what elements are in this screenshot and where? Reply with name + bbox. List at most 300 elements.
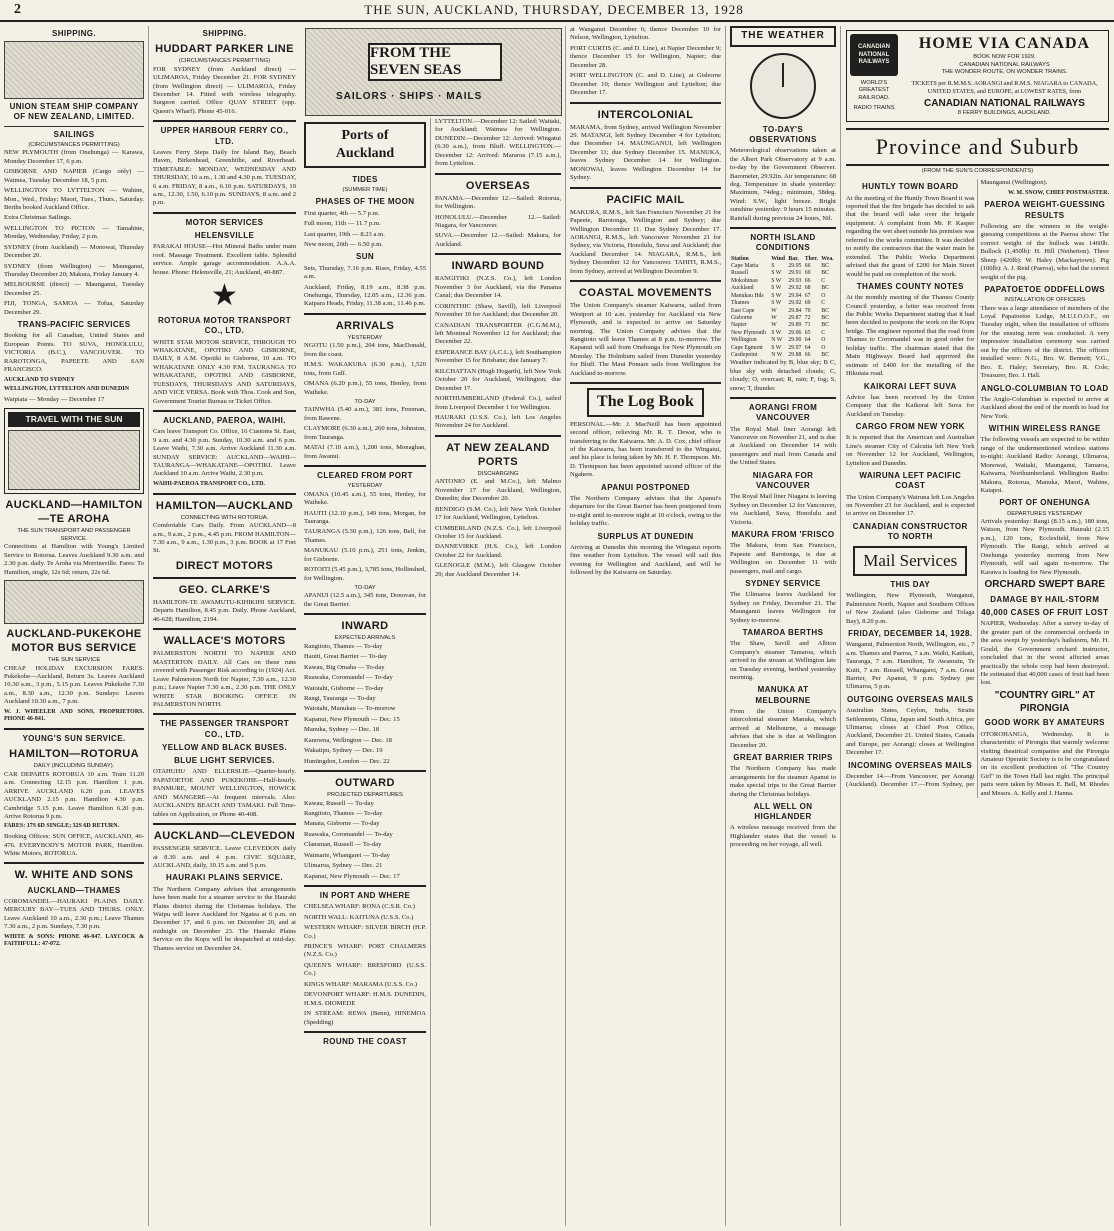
table-row xyxy=(730,322,836,329)
table-cell: 29.90 xyxy=(788,337,802,344)
inward-row: Kapanui, New Plymouth — Dec. 15 xyxy=(304,715,400,723)
banner-tagline: SAILORS · SHIPS · MAILS xyxy=(336,91,483,102)
moon-row: Full moon, 11th — 11.7 p.m. xyxy=(304,220,381,228)
hamilton-auckland-sub: CONNECTING WITH ROTORUA. xyxy=(180,514,269,521)
table-row xyxy=(730,263,836,270)
yellow-black-buses: YELLOW AND BLACK BUSES. xyxy=(162,742,287,752)
inward-row: Manuka, Sydney — Dec. 18 xyxy=(304,726,380,734)
sydney-service-head: SYDNEY SERVICE xyxy=(745,578,821,588)
table-cell: 69 xyxy=(804,270,811,277)
table-cell: S W xyxy=(771,277,782,284)
masthead xyxy=(0,0,1114,22)
outward-row: Manaia, Gisborne — To-day xyxy=(304,820,380,828)
pukekohe-sub: THE SUN SERVICE xyxy=(47,657,101,664)
anglo-head: ANGLO-COLUMBIAN TO LOAD xyxy=(980,383,1109,393)
canada-ad xyxy=(846,30,1109,122)
inward-bound-entry: NORTHUMBERLAND (Federal Co.), sailed from Liverpool December 1 for Wellington. xyxy=(435,395,561,411)
constructor-head: CANADIAN CONSTRUCTOR TO NORTH xyxy=(852,521,968,542)
cnr-logo: CANADIAN NATIONAL RAILWAYS xyxy=(850,34,898,76)
banner-title: FROM THE SEVEN SEAS xyxy=(368,43,502,81)
sailings-sub: (CIRCUMSTANCES PERMITTING) xyxy=(28,141,120,148)
outward-row: Ruawaka, Coromandel — To-day xyxy=(304,830,393,838)
table-cell: Napier xyxy=(731,322,747,329)
table-header: Wea. xyxy=(821,255,834,262)
chief-postmaster: W. M. SNOW, CHIEF POSTMASTER. xyxy=(1007,189,1109,196)
table-cell: 29.93 xyxy=(788,277,802,284)
table-row xyxy=(730,337,836,344)
inward-bound-entry: ESPERANCE BAY (A.C.L.), left Southampton November 15 for Brisbane; due January 7. xyxy=(435,348,561,365)
mail-text: Wellington, New Plymouth, Wanganui, Palmerston North, Napier and Southern Offices of New Zealand (also Gisborne and Tolaga Bay), 8.20 p.m. xyxy=(846,592,975,625)
table-cell: O xyxy=(821,344,826,351)
surplus-head: SURPLUS AT DUNEDIN xyxy=(597,531,694,541)
sailings-list xyxy=(4,149,144,317)
papatoetoe-text: There was a large attendance of members of the Loyal Papatoetoe Lodge, M.U.I.O.O.F., on Tuesday night, when the installation of officers for the ensuing term was conducted. A very impressive installation ceremony was carried out by the officers of the district. The officers installed were: N.G., Bro. W. Bennett; V.G., Bro. E. Haley; Secretary, Bro. R. Cole; Treasurer, Bro. J. Hall. xyxy=(980,304,1109,380)
table-cell: S xyxy=(771,263,775,270)
wairuna-head: WAIRUNA LEFT PACIFIC COAST xyxy=(859,471,962,491)
table-cell: BC xyxy=(821,314,829,321)
wairuna-text: The Union Company's Wairuna left Los Angeles on November 23 for Auckland, and is expected to arrive on December 17. xyxy=(846,493,975,518)
table-header: Ther. xyxy=(804,255,818,262)
table-row xyxy=(730,293,836,300)
union-company-head: UNION STEAM SHIP COMPANY OF NEW ZEALAND, LIMITED. xyxy=(9,102,139,122)
incoming-mails-head: INCOMING OVERSEAS MAILS xyxy=(848,760,973,770)
arrivals-sub: YESTERDAY xyxy=(347,334,383,341)
arrival-entry: TAINWHA (5.40 a.m.), 381 tons, Freeman, from Rawene. xyxy=(304,406,426,422)
masthead-title: THE SUN, AUCKLAND, THURSDAY, DECEMBER 13, 1928 xyxy=(364,2,744,17)
hauraki-head: HAURAKI PLAINS SERVICE. xyxy=(165,873,284,883)
surplus-text: Arriving at Dunedin this morning the Wingatui reports fine weather from Lyttelton. The vessel will sail this evening for Wellington and Auckland, and will be followed by the Kaiwarra on Saturday. xyxy=(570,543,721,577)
sailing-entry: SYDNEY (from Wellington) — Maunganui, Thursday December 20; Makura, Friday January 4. xyxy=(4,262,144,279)
table-cell: 64 xyxy=(804,344,811,351)
overseas-entry: PANAMA.—December 12.—Sailed: Rotorua, for Wellington. xyxy=(435,194,561,211)
coastal-head: COASTAL MOVEMENTS xyxy=(579,287,712,300)
page-number: 2 xyxy=(14,2,22,17)
onehunga-text: Arrivals yesterday: Rangi (8.15 a.m.), 180 tons, Watson, from New Plymouth. Hauraki (2.15 p.m.), 120 tons, Ecclesfield, from New Plymouth. The Rangi, which arrived at Onehunga yesterday morning from New Plymouth, will sail again to-morrow. The Karawa is loading for New Plymouth. xyxy=(980,518,1109,576)
mail-services-title: Mail Services xyxy=(853,546,967,576)
inward-list xyxy=(304,643,426,766)
table-cell: Auckland xyxy=(731,285,754,292)
table-cell: 29.95 xyxy=(788,263,802,270)
table-cell: 29.97 xyxy=(788,344,802,351)
sailing-entry: SYDNEY (from Auckland) — Monowai, Thursday December 20. xyxy=(4,243,144,260)
port-text: PORT CURTIS (C. and D. Line), at Napier December 9; thence December 15 for Wellington, Napier; due December 28. xyxy=(570,44,721,69)
table-cell: 68 xyxy=(804,285,811,292)
arrival-entry: OMANA (6.20 p.m.), 55 tons, Henley, from Waiheke. xyxy=(304,380,426,396)
onehunga-sub: DEPARTURES YESTERDAY xyxy=(1007,510,1083,517)
rotorua-transport-text: WHITE STAR MOTOR SERVICE, THROUGH TO WHAKATANE, OPOTIKI AND GISBORNE, DAILY, 8 A.M. Opotiki to Gisborne, 10 a.m. TO WHAKATANE ONLY 4.30 P.M. TAURANGA TO WHAKATANE, OPOTIKI AND GISBORNE, TUESDAYS, THURSDAYS AND SATURDAYS, AND VICE VERSA. Book with Thos. Cook and Son, Government Tourist Bureau or Ticket Office. xyxy=(153,338,296,405)
arrival-entry: CLAYMORE (6.30 a.m.), 260 tons, Johnston, from Tauranga. xyxy=(304,425,426,441)
clarkes-head: GEO. CLARKE'S xyxy=(178,583,271,596)
niagara-head: NIAGARA FOR VANCOUVER xyxy=(752,470,814,490)
table-header-row xyxy=(730,256,836,263)
nz-ports-head: AT NEW ZEALAND PORTS xyxy=(446,441,550,468)
table-header: Wind xyxy=(771,255,785,262)
tickets-text: TICKETS per R.M.M.S. AORANGI and R.M.S. NIAGARA to CANADA, UNITED STATES, and EUROPE, at LOWEST RATES, from xyxy=(911,79,1098,95)
trans-pacific-text: Booking for all Canadian, United States and European Points. TO SUVA, HONOLULU, VICTORIA (B.C.), VANCOUVER. TO RAROTONGA, PAPEETE AND SAN FRANCISCO. xyxy=(4,332,144,374)
manuka-text: From the Union Company's intercolonial steamer Manuka, which arrived at Melbourne, a message advises that she is due at Wellington December 20. xyxy=(730,707,836,749)
nz-ports-entry: GLENOGLE (M.M.), left Glasgow October 29; due Auckland December 14. xyxy=(435,562,561,578)
sun-head: SUN xyxy=(355,252,375,262)
clarkes-text: HAMILTON-TE AWAMUTU-KIHIKIHI SERVICE. Departs Hamilton, 8.45 p.m. Daily. Phone Auckland, 46-628; Hamilton, 2194. xyxy=(153,598,296,623)
travel-banner: TRAVEL WITH THE SUN xyxy=(8,412,140,427)
intercolonial-text: MARAMA, from Sydney, arrived Wellington November 29. MATANGI, left Sydney December 4 for Lyttelton; due December 14. MAUNGANUI, left Wellington December 11; due Sydney December 15. MANUKA, leaves Sydney December 14 for Wellington. MONOWAI, leaves Wellington December 14 for Sydney. xyxy=(570,123,721,182)
moon-row: Last quarter, 19th — 8.23 a.m. xyxy=(304,230,385,238)
hamilton-rotorua-fares: FARES: 17S 6D SINGLE; 32S 6D RETURN. xyxy=(4,823,120,830)
white-sons-footer: WHITE & SONS: PHONE 46-047. LAYCOCK & FAITHFULL: 47-072. xyxy=(4,933,144,948)
white-star-icon: ★ xyxy=(211,279,238,313)
makura-text: The Makura, from San Francisco, Papeete and Rarotonga, is due at Wellington on December 11 with passengers, mail and cargo. xyxy=(730,542,836,575)
table-cell: W xyxy=(771,307,777,314)
papatoetoe-head: PAPATOETOE ODDFELLOWS xyxy=(984,284,1106,294)
table-cell: W xyxy=(771,322,777,329)
outward-list xyxy=(304,800,426,882)
table-cell: BC xyxy=(821,322,829,329)
white-sons-head: W. WHITE AND SONS xyxy=(14,869,134,882)
inward-row: Huntingdon, London — Dec. 22 xyxy=(304,757,390,765)
motor-services-head: MOTOR SERVICES xyxy=(185,217,264,227)
outward-row: Clansman, Russell — To-day xyxy=(304,841,382,849)
table-cell: BC xyxy=(821,285,829,292)
table-cell: O xyxy=(821,337,826,344)
table-cell: N W xyxy=(771,337,783,344)
table-cell: 67 xyxy=(804,292,811,299)
wallace-head: WALLACE'S MOTORS xyxy=(163,635,286,648)
table-cell: 66 xyxy=(804,263,811,270)
motor-car-illustration xyxy=(8,430,140,490)
table-row xyxy=(730,278,836,285)
province-columns xyxy=(846,179,1109,798)
hamilton-rotorua-text: CAR DEPARTS ROTORUA 10 a.m. Train 11.20 a.m. Connecting 12.15 p.m. Hamilton 1 p.m. ARRIVE AUCKLAND 6.20 p.m. LEAVES AUCKLAND 2.15 p.m. Hamilton 4.30 p.m. Cambridge 5.15 p.m. Leave Hamilton 6.20 p.m. Arrive Rotorua 9 p.m. xyxy=(4,770,144,821)
table-cell: Castlepoint xyxy=(731,351,758,358)
incoming-mails-text: December 14.—From Vancouver, per Aorangi (Auckland). December 17.—From Sydney, per Maunganui (Wellington). xyxy=(846,179,1048,789)
passenger-transport-head: THE PASSENGER TRANSPORT CO., LTD. xyxy=(159,719,290,739)
outgoing-mails-text: Australian States, Ceylon, India, Straits Settlements, China, Japan and South Africa, per Ulimaroa; closes at Chief Post Office, Auckland, December 21. United States, Canada and Europe, per Aorangi; closes at Wellington December 17. xyxy=(846,707,975,757)
observations-text: Meteorological observations taken at the Albert Park Observatory at 9 a.m. to-day by the Government Observer. Barometer, 29.92in. Air temperature: 68 deg. Temperature in shade yesterday: Maximum, 74deg.; minimum, 58deg. Wind: S.W., light breeze. Bright sunshine yesterday: 9 hours 15 minutes. Rainfall during previous 24 hours, Nil. xyxy=(730,147,836,222)
thames-head: THAMES COUNTY NOTES xyxy=(856,281,964,291)
otahuhu-text: OTAHUHU AND ELLERSLIE—Quarter-hourly. PAPATOETOE AND PUKEKOHE—Half-hourly. PANMURE, MOUNT WELLINGTON, HOWICK AND MANGERE—At frequent intervals. Also: AUCKLAND'S BEACH AND TAMAKI. Full Time-tables on Application, or Phone 40-408. xyxy=(153,768,296,818)
table-cell: 70 xyxy=(804,307,811,314)
hamilton-auckland-text: Comfortable Cars Daily. From AUCKLAND—8 a.m., 9 a.m., 2 p.m., 4.45 p.m. FROM HAMILTON—7.30 a.m., 9 a.m., 1.30 p.m., 3 p.m. BOOK at 17 Fort St. xyxy=(153,522,296,555)
conditions-table xyxy=(730,256,836,360)
hamilton-auckland-head: HAMILTON—AUCKLAND xyxy=(155,499,294,512)
table-cell: 65 xyxy=(804,329,811,336)
table-cell: New Plymouth xyxy=(731,329,766,336)
inward-row: Ruawaka, Coromandel — To-day xyxy=(304,674,393,682)
kaikorai-head: KAIKORAI LEFT SUVA xyxy=(863,381,957,391)
inward-bound-entry: KILCHATTAN (Hugh Hogarth), left New York October 20 for Auckland, Wellington; due December 17. xyxy=(435,367,561,392)
sun-text: Sets, Thursday, 7.16 p.m. Rises, Friday, 4.55 a.m. xyxy=(304,264,426,281)
table-cell: 29.96 xyxy=(788,329,802,336)
huntly-head: HUNTLY TOWN BOARD xyxy=(862,182,959,192)
inward-bound-head: INWARD BOUND xyxy=(451,260,545,273)
auckland-hamilton-text: Connections at Hamilton with Young's Limited Service to Rotorua. Leaves Auckland 9.30 a.m. and 2.30 p.m. daily. Te Aroha via Morrinsville. Fares: To Hamilton, single, 12s 6d; return, 22s 6d. xyxy=(4,543,144,576)
table-cell: 69 xyxy=(804,300,811,307)
apanui-text: The Northern Company advises that the Apanui's departure for the Great Barrier has been postponed from to-night until to-morrow night at 10 o'clock, owing to the holiday traffic. xyxy=(570,495,721,528)
table-cell: 29.92 xyxy=(788,285,802,292)
inward-row: Wakatipu, Sydney — Dec. 19 xyxy=(304,747,383,755)
table-cell: S W xyxy=(771,270,782,277)
tamaroa-text: The Shaw, Savill and Albion Company's steamer Tamaroa, which arrived in the stream at Wellington late on Tuesday evening, berthed yesterday morning. xyxy=(730,640,836,681)
table-cell: 29.92 xyxy=(788,300,802,307)
nz-ports-entry: CUMBERLAND (N.Z.S. Co.), left Liverpool October 15 for Auckland. xyxy=(435,524,561,541)
column-shipping-news xyxy=(430,118,565,1226)
coastal-text: The Union Company's steamer Kaiwarra, sailed from Westport at 10 a.m. yesterday for Auckland via New Plymouth, and is expected to arrive on Saturday morning. The Union Company advises that the Rangitoto will leave Thames at 8 p.m. to-morrow. The Kapanui will sail from Onehunga for New Plymouth on Monday. The Holmburn sailed from Dunedin yesterday for Bluff. The Maui Pomare sails from Wellington for Auckland to-morrow. xyxy=(570,302,721,377)
table-cell: S W xyxy=(771,285,782,292)
table-cell: O xyxy=(821,292,826,299)
white-sons-route: AUCKLAND—THAMES xyxy=(27,885,121,895)
wonder-route: THE WONDER ROUTE, ON WONDER TRAINS. xyxy=(941,69,1068,76)
thames-text: At the monthly meeting of the Thames County Council yesterday, a letter was received from the Public Works Department stating that it had been decided to postpone the work on the Kopu bridge. The engineer reported that the road from Thames to Coromandel was in good order for holiday traffic. The chairman stated that the Main Highways Board had approved the estimate of £400 for the metalling of the Hikutaia road. xyxy=(846,294,975,378)
great-barrier-text: The Northern Company has made arrangements for the steamer Apanui to make special trips to the Great Barrier during the Christmas holidays. xyxy=(730,765,836,798)
overseas-head: OVERSEAS xyxy=(465,179,531,192)
country-girl-head: "COUNTRY GIRL" AT PIRONGIA xyxy=(994,689,1095,714)
outward-row: Waimarie, Whangarei — To-day xyxy=(304,851,390,859)
table-cell: 29.89 xyxy=(788,322,802,329)
table-cell: BC xyxy=(821,351,829,358)
sailing-entry: NEW PLYMOUTH (from Onehunga) — Karawa, Monday December 17, 6 p.m. xyxy=(4,149,144,165)
table-cell: 66 xyxy=(804,351,811,358)
sailing-entry: MELBOURNE (direct) — Maunganui, Tuesday December 25. xyxy=(4,281,144,297)
hamilton-rotorua-head: HAMILTON—ROTORUA xyxy=(9,748,139,761)
coast-text: LYTTELTON.—December 12: Sailed: Waitaki, for Auckland; Waimea for Wellington. DUNEDIN.—December 12: Arrived: Wingatui (6.30 a.m.), from Bluff. WELLINGTON.—December 12: Arrived: Mararoa (7.15 a.m.), from Lyttelton. xyxy=(435,118,561,168)
trans-pacific-head: TRANS-PACIFIC SERVICES xyxy=(17,320,131,330)
table-row xyxy=(730,270,836,277)
aorangi-head: AORANGI FROM VANCOUVER xyxy=(748,403,818,423)
moon-row: New moon, 26th — 6.50 p.m. xyxy=(304,241,383,248)
table-cell: S W xyxy=(771,329,782,336)
log-book-text: PERSONAL.—Mr. J. MacNeill has been appointed second officer, relieving Mr. R. T. Dewar, who is transferring to the Kaiwarra. Mr. A. D. Cox, chief officer of the Kaiwarra, has been transferred to the Wingatui, and his place is being taken by Mr. H. F. Thompson. Mr. D. Thompson has been appointed second officer of the Ngahere. xyxy=(570,420,721,479)
worlds-greatest: WORLD'S GREATEST RAILROAD. xyxy=(858,79,890,101)
moon-head: PHASES OF THE MOON xyxy=(315,197,415,207)
tamaroa-head: TAMAROA BERTHS xyxy=(742,627,824,637)
aorangi-text: The Royal Mail liner Aorangi left Vancouver on November 21, and is due at Auckland on December 14 with passengers and mail from Canada and the United States. xyxy=(730,425,836,467)
makura-head: MAKURA FROM 'FRISCO xyxy=(731,529,835,539)
inward-row: Rangitoto, Thames — To-day xyxy=(304,642,383,650)
table-cell: N W xyxy=(771,351,783,358)
table-cell: S W xyxy=(771,344,782,351)
outward-head: OUTWARD xyxy=(335,777,395,790)
nz-ports-entry: BENDIGO (S.M. Co.), left New York October 17 for Auckland, Wellington, Lyttelton. xyxy=(435,505,561,522)
outward-row: Kawau, Russell — To-day xyxy=(304,799,374,807)
table-cell: 29.94 xyxy=(788,292,802,299)
barometer-dial-icon xyxy=(750,53,816,119)
table-cell: 72 xyxy=(804,314,811,321)
overseas-entry: HONOLULU.—December 12.—Sailed: Niagara, for Vancouver. xyxy=(435,213,561,230)
observations-head: TO-DAY'S OBSERVATIONS xyxy=(749,124,817,145)
clevedon-head: AUCKLAND—CLEVEDON xyxy=(153,830,296,842)
column-shipping-2 xyxy=(148,26,300,1226)
column-weather xyxy=(725,26,840,1226)
inward-bound-entry: CANADIAN TRANSPORTER (C.G.M.M.), left Montreal November 12 for Auckland; due December 22. xyxy=(435,321,561,346)
clevedon-text: PASSENGER SERVICE. Leave CLEVEDON daily at 8.30 a.m. and 4 p.m. CIVIC SQUARE, AUCKLAND, daily, 10.15 a.m. and 5 p.m. xyxy=(153,845,296,869)
arrival-entry: NGOTU (1.50 p.m.), 204 tons, MacDonald, from the coast. xyxy=(304,342,426,358)
inward-sub: EXPECTED ARRIVALS xyxy=(334,635,396,642)
table-cell: 71 xyxy=(804,322,811,329)
table-cell: C xyxy=(821,277,826,284)
in-port-entry: NORTH WALL: KAITUNA (U.S.S. Co.) xyxy=(304,913,414,921)
cleared-entry: ROTOITI (5.45 p.m.), 3,785 tons, Hollinshed, for Wellington. xyxy=(304,566,426,582)
sailing-entry: GISBORNE AND NAPIER (Cargo only) — Waimea, Tuesday December 18, 5 p.m. xyxy=(4,168,144,184)
huddart-head: HUDDART PARKER LINE xyxy=(155,43,294,56)
bus-illustration xyxy=(4,580,144,624)
pukekohe-head: AUCKLAND-PUKEKOHE MOTOR BUS SERVICE xyxy=(6,628,142,655)
huntly-text: At the meeting of the Huntly Town Board it was reported that the fire brigade has decided to ask that the board will take over the brigade equipment. A complaint from Mr. P. Kasper regarding the wet sheet outside his premises was referred to the works committee. It was decided to notify the contractors that the water main be extended. The Public Works Department advised that the grant of £200 for Main Street would be paid on completion of the work. xyxy=(846,194,975,278)
inward-head: INWARD xyxy=(341,620,389,633)
table-cell: Cape Maria xyxy=(731,263,759,270)
waihi-line: WAIHI-PAEROA TRANSPORT CO., LTD. xyxy=(153,480,265,487)
in-port-head: IN PORT AND WHERE xyxy=(319,891,411,901)
table-cell: S W xyxy=(771,300,782,307)
youngs-head: YOUNG'S SUN SERVICE. xyxy=(22,734,126,744)
orchard-sub: DAMAGE BY HAIL-STORM xyxy=(990,594,1100,604)
tides-sub: (SUMMER TIME) xyxy=(342,187,388,194)
arrivals-today-head: TO-DAY xyxy=(354,398,376,405)
intercolonial-head: INTERCOLONIAL xyxy=(597,108,694,121)
steamer-line: WELLINGTON, LYTTELTON AND DUNEDIN xyxy=(4,386,130,393)
country-girl-text: OTOROHANGA, Wednesday. It is characteristic of Pirongia that warmly welcome visiting theatrical companies and the Pirongia Amateur Operatic Society is to be congratulated on its excellent production of "The Country Girl" in the Town Hall last night. The principal parts were taken by Misses E. Bell, M. Rhodes and Messrs. A. Kelly and J. Hanna. xyxy=(980,730,1109,797)
blue-light-services: BLUE LIGHT SERVICES. xyxy=(174,756,275,766)
travel-ad xyxy=(4,408,144,494)
section-label: SHIPPING. xyxy=(51,29,97,38)
sailing-entry: WELLINGTON TO LYTTELTON — Wahine, Mon., Wed., Friday; Maori, Tues., Thurs., Saturday. Berths booked Auckland Office. xyxy=(4,187,144,211)
table-row xyxy=(730,352,836,359)
aaa-head: AUCKLAND, PAEROA, WAIHI. xyxy=(163,416,286,426)
auckland-hamilton-head: AUCKLAND—HAMILTON—TE AROHA xyxy=(5,499,143,526)
inward-bound-entry: HAURAKI (U.S.S. Co.), left Los Angeles November 24 for Auckland. xyxy=(435,413,561,430)
cleared-entry: MANUKAU (5.10 p.m.), 251 tons, Jenkin, for Gisborne. xyxy=(304,547,426,563)
cleared-entry: HAUITI (12.10 p.m.), 149 tons, Morgan, for Tauranga. xyxy=(304,509,426,525)
inward-row: Waiotahi, Manukau — To-morrow xyxy=(304,705,396,713)
sailing-entry: WELLINGTON TO PICTON — Tamahine, Monday, Wednesday, Friday, 2 p.m. xyxy=(4,224,144,241)
cleared-entry: TAURANGA (5.30 p.m.), 126 tons, Bell, for Thames. xyxy=(304,528,426,544)
auckland-hamilton-sub: THE SUN TRANSPORT AND PASSENGER SERVICE. xyxy=(17,528,131,542)
column-shipping-1 xyxy=(0,26,148,1226)
table-cell: BC xyxy=(821,270,829,277)
column-province xyxy=(840,26,1114,1226)
orchard-text: NAPIER, Wednesday. After a survey to-day of the greater part of the commercial orchards in the area swept by yesterday's hailstorm, Mr. H. Gould, the Government orchard instructor, concluded that in the worst affected areas practically the whole crop had been destroyed. He estimated that 40,000 cases of fruit had been lost. xyxy=(980,620,1109,687)
inward-row: Kawau, Big Omaha — To-day xyxy=(304,663,385,671)
cleared-head: CLEARED FROM PORT xyxy=(317,471,413,480)
aaa-text: Cars leave Transport Co. Office, 16 Customs St. East, 9 a.m. and 4.30 p.m. Sunday, 10.30 a.m. and 6 p.m. Leave Waihi, 7.30 a.m. Arrive Auckland 11.30 a.m. SUNDAY SERVICE: AUCKLAND—WAIHI—TAURANGA—WHAKATANE—OPOTIKI. Leave Auckland 10 a.m. Arrive Waihi, 2.30 p.m. xyxy=(153,428,296,478)
table-cell: Gisborne xyxy=(731,314,753,321)
wallace-text: PALMERSTON NORTH TO NAPIER AND MASTERTON DAILY. All Cars on these runs covered with Passenger Risk according to (1924) Act. Leave Palmerston North for Napier, 7.30 a.m., 12.30 p.m.; Leave Napier 7.30 a.m., 2.30 p.m. THE ONLY WHITE STAR BOOKING OFFICE IN PALMERSTON NORTH. xyxy=(153,650,296,708)
cargo-text: It is reported that the American and Australian Line's steamer City of Calcutta left New York on November 12 for Auckland, Wellington, Lyttelton and Dunedin. xyxy=(846,434,975,467)
direct-motors-head: DIRECT MOTORS xyxy=(175,559,274,572)
mail-this-day: THIS DAY xyxy=(890,580,931,590)
moon-row: First quarter, 4th — 5.7 p.m. xyxy=(304,209,380,217)
nz-ports-entry: DANNEVIRKE (H.S. Co.), left London October 22 for Auckland. xyxy=(435,543,561,559)
table-cell: C xyxy=(821,329,826,336)
cleared-entry: APANUI (12.5 a.m.), 345 tons, Donovan, for the Great Barrier. xyxy=(304,592,426,608)
in-port-entry: QUEEN'S WHARF: BRESFORD (U.S.S. Co.) xyxy=(304,961,426,978)
papatoetoe-sub: INSTALLATION OF OFFICERS xyxy=(1004,297,1086,304)
highlander-head: ALL WELL ON HIGHLANDER xyxy=(753,802,813,822)
outward-sub: PROJECTED DEPARTURES xyxy=(327,792,403,799)
wheeler-line: W. J. WHEELER AND SONS, PROPRIETORS. PHONE 46-841. xyxy=(4,708,144,723)
tides-head: TIDES xyxy=(352,174,378,184)
table-cell: 29.88 xyxy=(788,351,802,358)
cleared-sub: YESTERDAY xyxy=(347,483,383,490)
table-cell: East Cape xyxy=(731,307,755,314)
highlander-text: A wireless message received from the Highlander states that the vessel is proceeding on her voyage, all well. xyxy=(730,824,836,849)
table-header: Station xyxy=(731,255,749,262)
log-book-title: The Log Book xyxy=(587,388,704,416)
table-row xyxy=(730,330,836,337)
apanui-head: APANUI POSTPONED xyxy=(601,482,690,492)
overseas-entry: SUVA.—December 12.—Sailed: Makura, for Auckland. xyxy=(435,232,561,248)
steamer-line: Waipiata — Monday — December 17 xyxy=(4,395,105,403)
in-port-entry: CHELSEA WHARF: RONA (C.S.R. Co.) xyxy=(304,903,415,911)
table-cell: BC xyxy=(821,263,829,270)
outward-row: Rangitoto, Thames — To-day xyxy=(304,809,383,817)
cargo-head: CARGO FROM NEW YORK xyxy=(855,422,965,432)
forecast-key: Weather indicated by B, blue sky; B C, blue sky with detached clouds; C, cloudy; O, overcast; R, rain; F, fog; S, snow; T, thunder. xyxy=(730,359,836,392)
home-via-canada: HOME VIA CANADA xyxy=(918,35,1091,52)
inward-row: Waiotahi, Gisborne — To-day xyxy=(304,684,384,692)
table-cell: Cape Egmont xyxy=(731,344,763,351)
table-cell: 64 xyxy=(804,337,811,344)
column-intercolonial xyxy=(565,26,725,1226)
table-row xyxy=(730,285,836,292)
rotorua-transport-head: ROTORUA MOTOR TRANSPORT CO., LTD. xyxy=(157,316,292,336)
book-now: BOOK NOW FOR 1929. xyxy=(973,54,1036,61)
in-port-entry: KINGS WHARF: MARAMA (U.S.S. Co.) xyxy=(304,980,418,988)
table-cell: Manukau Hds xyxy=(731,292,764,299)
outgoing-mails-head: OUTGOING OVERSEAS MAILS xyxy=(846,694,974,704)
country-girl-sub: GOOD WORK BY AMATEURS xyxy=(984,718,1105,728)
inward-row: Rangi, Tauranga — To-day xyxy=(304,694,376,702)
mail-friday: FRIDAY, DECEMBER 14, 1928. xyxy=(848,629,973,639)
niagara-text: The Royal Mail liner Niagara is leaving Sydney on December 12 for Vancouver, via Auckland, Suva, Honolulu and Victoria. xyxy=(730,493,836,526)
steamer-line: AUCKLAND TO SYDNEY xyxy=(4,376,75,383)
table-cell: 66 xyxy=(804,277,811,284)
inward-bound-entry: RANGITIKI (N.Z.S. Co.), left London November 3 for Auckland, via the Panama Canal; due December 14. xyxy=(435,275,561,300)
arrival-entry: MATAI (7.10 a.m.), 1,200 tons, Monaghan, from Awanui. xyxy=(304,444,426,460)
hamilton-rotorua-sub: DAILY (INCLUDING SUNDAY). xyxy=(33,763,115,770)
inward-row: Kanowna, Wellington — Dec. 18 xyxy=(304,736,392,744)
ports-title: Ports of Auckland xyxy=(304,122,426,168)
table-row xyxy=(730,308,836,315)
hauraki-text: The Northern Company advises that arrangements have been made for a steamer service to the Hauraki Plains district during the Christmas holidays. The Waipu will leave Auckland for Ngatea at 6 p.m. on December 17, and 6 p.m. on December 20, and at midnight on December 23. The Hauraki Plains Service on the Kopu will be despatched at mid-day. Thames service on December 24. xyxy=(153,885,296,952)
in-port-entry: IN STREAM: REWA (Benn), HINEMOA (Spedding) xyxy=(304,1010,426,1026)
arrival-entry: H.M.S. WAKAKURA (6.30 p.m.), 1,520 tons, from Gulf. xyxy=(304,361,426,377)
table-cell: Russell xyxy=(731,270,749,277)
table-row xyxy=(730,345,836,352)
table-header: Bar. xyxy=(788,255,799,262)
radio-trains: RADIO TRAINS xyxy=(853,104,895,111)
paeroa-head: PAEROA WEIGHT-GUESSING RESULTS xyxy=(984,200,1106,220)
sailing-entry: FIJI, TONGA, SAMOA — Tofua, Saturday December 29. xyxy=(4,300,144,316)
nz-ports-sub: DISCHARGING xyxy=(477,471,519,477)
table-cell: BC xyxy=(821,307,829,314)
cleared-entry: OMANA (10.45 a.m.), 55 tons, Henley, for Waiheke. xyxy=(304,490,426,507)
helensville-head: HELENSVILLE xyxy=(194,231,255,241)
nz-ports-entry: ANTONIO (E. and M.Co.), left Malmo November 17 for Auckland, Wellington, Dunedin; due December 20. xyxy=(435,478,561,503)
province-suburb-head: Province and Suburb xyxy=(846,128,1109,166)
helensville-text: PARAKAI HOUSE—Hot Mineral Baths under main roof. Massage Treatment. Excellent table. Splendid service. Ample garage accommodation. A.A.A. house. Phone: Helensville, 21; Auckland, 40-887. xyxy=(153,243,296,276)
port-text: at Wanganui December 6; thence December 10 for Nelson, Wellington, Lyttelton. xyxy=(570,26,721,42)
ferry-head: UPPER HARBOUR FERRY CO., LTD. xyxy=(160,126,289,146)
table-cell: Wellington xyxy=(731,337,757,344)
pacific-mail-head: PACIFIC MAIL xyxy=(606,193,685,206)
huddart-text: FOR SYDNEY (from Auckland direct) — ULIMAROA, Friday December 21. FOR SYDNEY (from Wellington direct) — ULIMAROA, Friday December 14. Fitted with wireless telegraphy. Surgeon carried. Office QUAY STREET (opp. Queen's Wharf). Phone 45-016. xyxy=(153,65,296,115)
sydney-service-text: The Ulimaroa leaves Auckland for Sydney on Friday, December 21. The Maunganui leaves Wellington for Sydney to-morrow. xyxy=(730,591,836,624)
booking-offices: Booking Offices: SUN OFFICE, AUCKLAND, 46-476. EVERYBODY'S MOTOR PARK, Hamilton. White Motors, ROTORUA. xyxy=(4,833,144,857)
in-port-entry: WESTERN WHARF: SILVER BIRCH (H.P. Co.) xyxy=(304,924,426,940)
section-label: SHIPPING. xyxy=(202,29,247,38)
sailings-head: SAILINGS xyxy=(53,129,95,139)
arrivals-head: ARRIVALS xyxy=(335,319,395,332)
